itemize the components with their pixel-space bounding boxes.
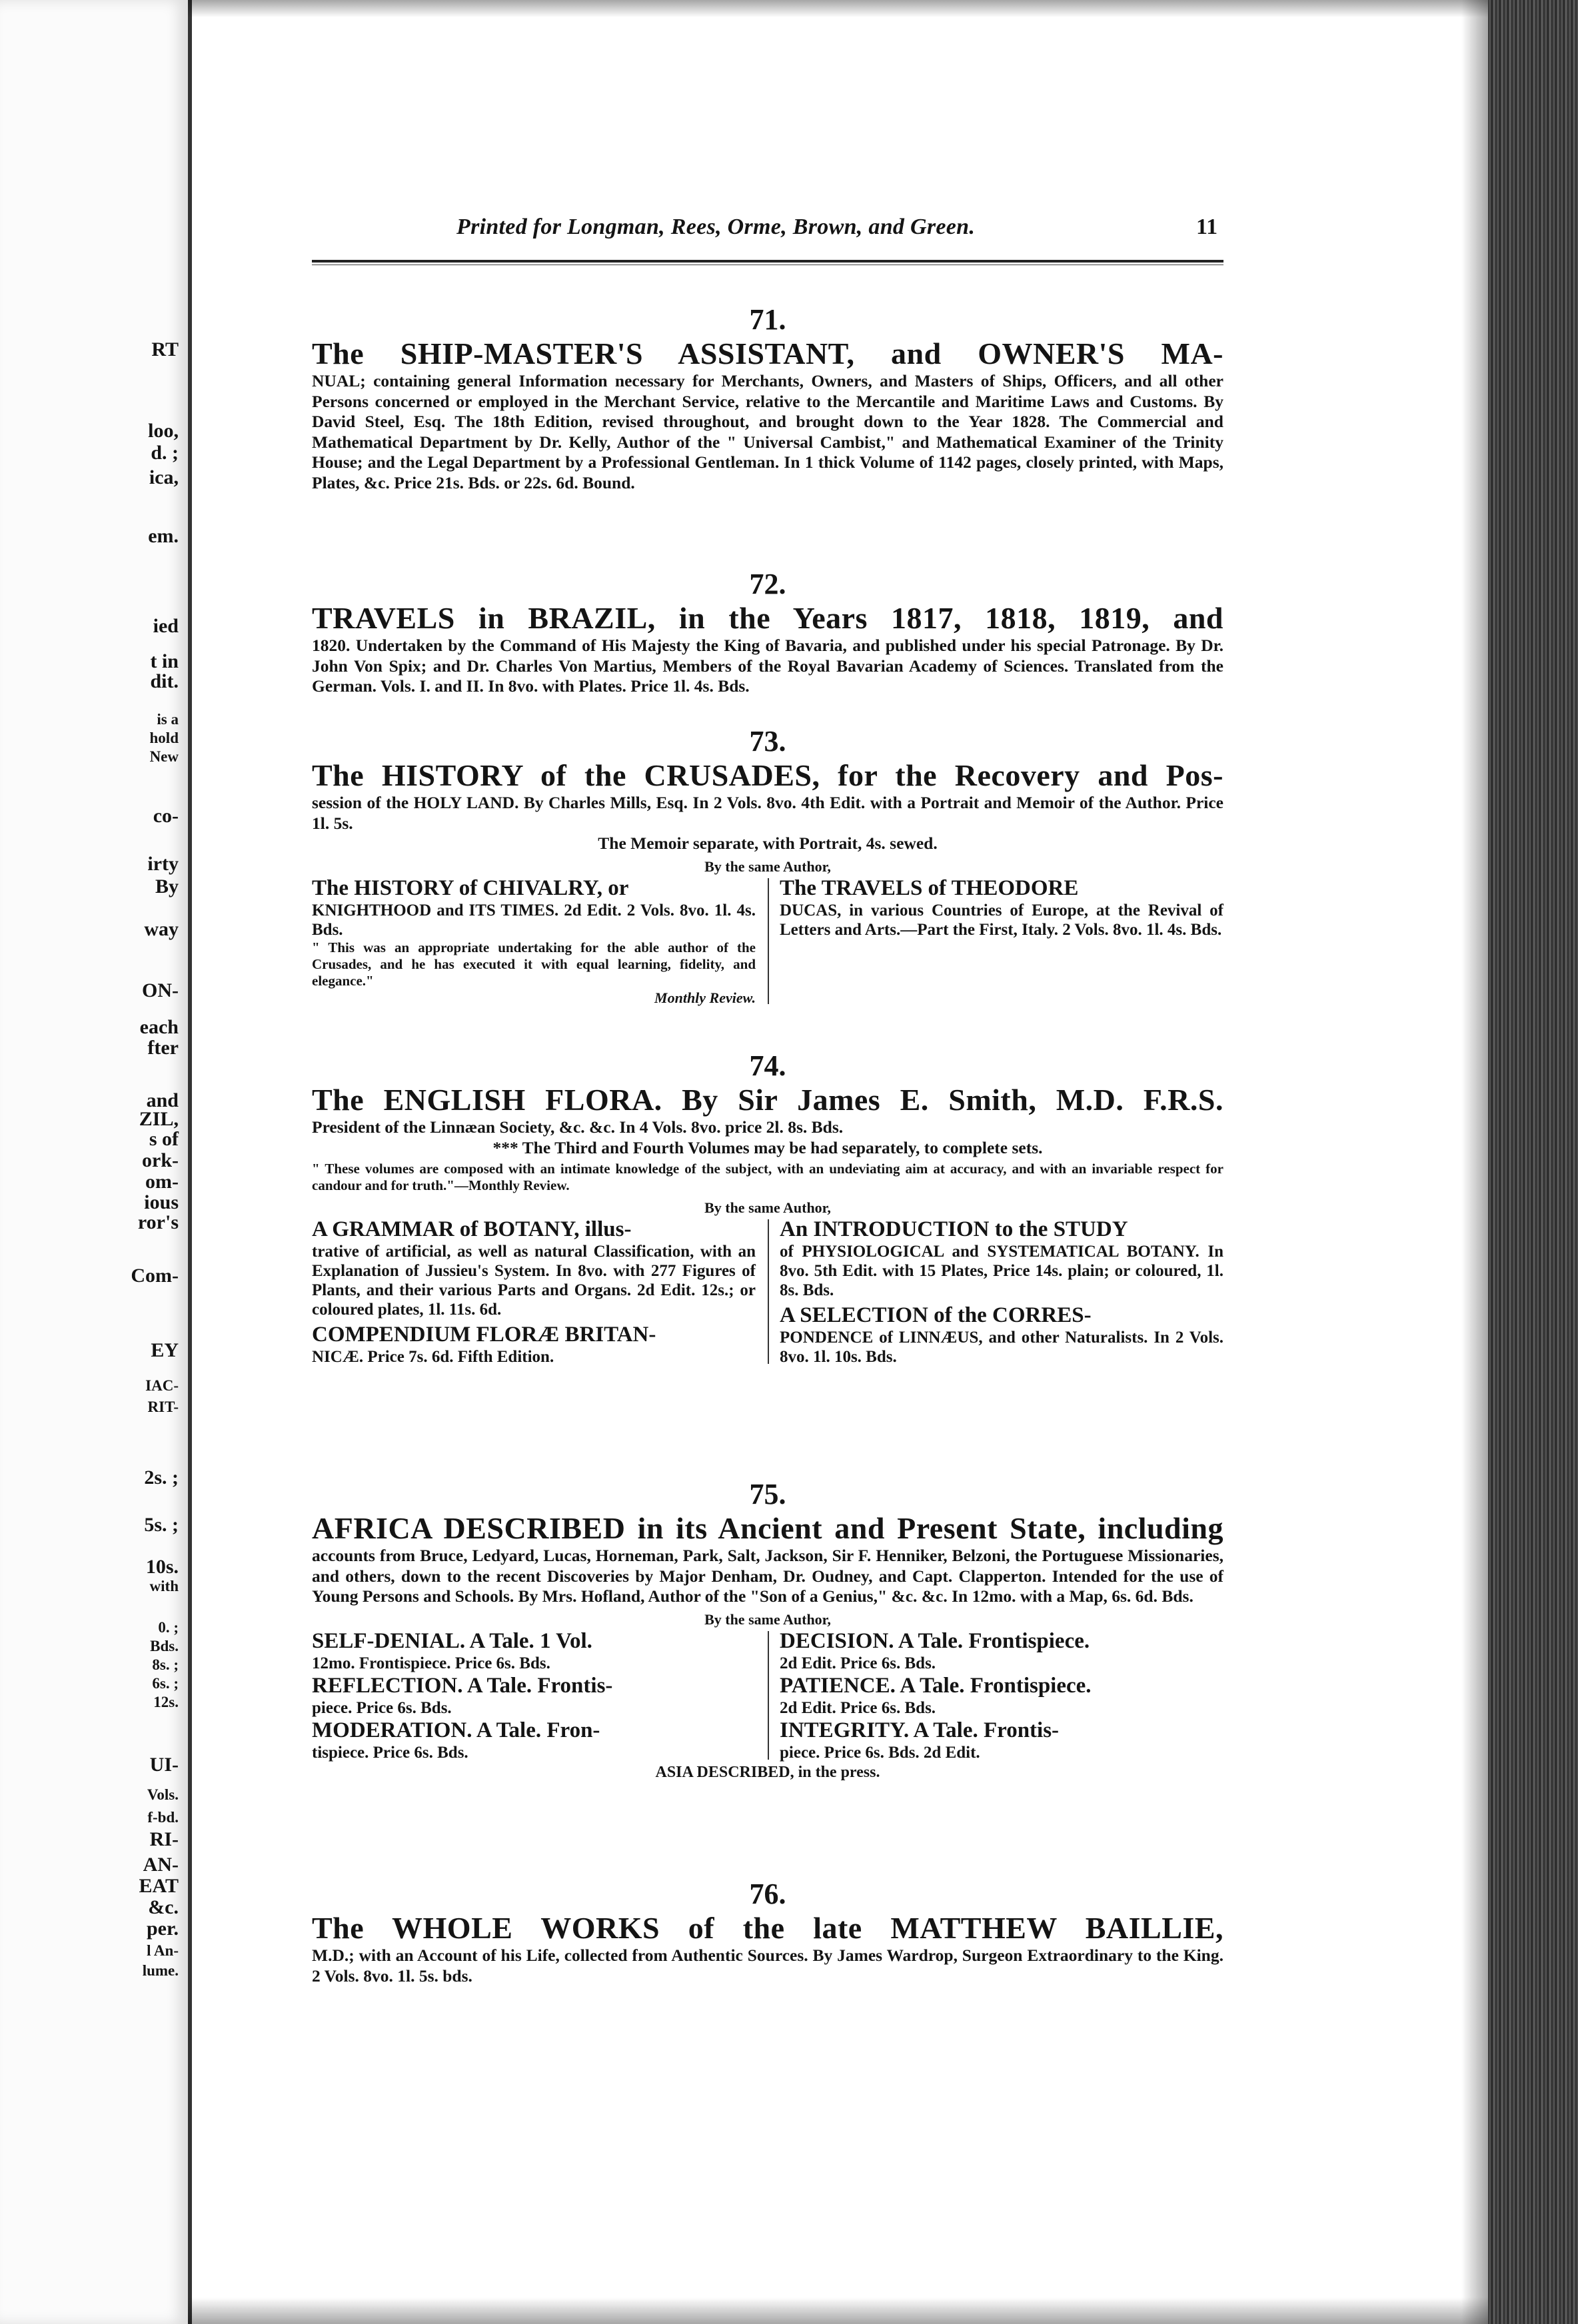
by-same-author: By the same Author, (704, 858, 831, 875)
running-head-title: Printed for Longman, Rees, Orme, Brown, and Green. (456, 215, 976, 239)
margin-fragment: 12s. (153, 1694, 179, 1710)
by-same-author: By the same Author, (704, 1199, 831, 1216)
entry-71 (312, 303, 1223, 493)
related-right (768, 875, 1223, 1007)
page-number: 11 (1196, 215, 1218, 239)
entry-number: 72. (749, 568, 786, 600)
margin-fragment: s of (149, 1128, 179, 1150)
work-body: KNIGHTHOOD and ITS TIMES. 2d Edit. 2 Vols. 8vo. 1l. 4s. Bds. (312, 901, 756, 939)
entry-body: M.D.; with an Account of his Life, collected from Authentic Sources. By James Wardrop, Surgeon Extraordinary to the King. 2 Vols. 8vo. 1l. 5s. bds. (312, 1946, 1223, 1986)
margin-fragment: 2s. ; (144, 1466, 179, 1488)
entry-body: 1820. Undertaken by the Command of His Majesty the King of Bavaria, and published under his special Patronage. By Dr. John Von Spix; and Dr. Charles Von Martius, Members of the Royal Bavarian Academy of Sciences. Translated from the German. Vols. I. and II. In 8vo. with Plates. Price 1l. 4s. Bds. (312, 636, 1223, 696)
work-body: DUCAS, in various Countries of Europe, at the Revival of Letters and Arts.—Part the First, Italy. 2 Vols. 8vo. 1l. 4s. Bds. (780, 901, 1223, 939)
margin-fragment: loo, (148, 420, 179, 442)
work-body: piece. Price 6s. Bds. 2d Edit. (780, 1743, 980, 1762)
margin-fragment: with (149, 1578, 179, 1594)
column-divider (768, 878, 769, 1004)
bottom-shadow (188, 2297, 1488, 2324)
margin-fragment: om- (145, 1171, 179, 1193)
margin-fragment: ied (153, 615, 179, 637)
top-shadow (188, 0, 1488, 17)
margin-fragment: ON- (142, 979, 179, 1001)
volumes-note: *** The Third and Fourth Volumes may be had separately, to complete sets. (492, 1137, 1043, 1157)
entry-76 (312, 1878, 1223, 1986)
margin-fragment: irty (147, 853, 179, 875)
margin-fragment: New (149, 748, 179, 765)
entry-number: 76. (749, 1878, 786, 1910)
entry-75 (312, 1478, 1223, 1782)
work-title: A GRAMMAR of BOTANY, illus- (312, 1217, 632, 1241)
work-body: 12mo. Frontispiece. Price 6s. Bds. (312, 1654, 550, 1672)
work-body: piece. Price 6s. Bds. (312, 1698, 452, 1717)
binding-shadow (1461, 0, 1488, 2324)
margin-fragment: EAT (139, 1875, 179, 1897)
in-press-note: ASIA DESCRIBED, in the press. (655, 1763, 880, 1781)
entry-74 (312, 1049, 1223, 1367)
margin-fragment: and (146, 1089, 179, 1111)
margin-fragment: f-bd. (147, 1809, 179, 1826)
work-body: of PHYSIOLOGICAL and SYSTEMATICAL BOTANY. In 8vo. 5th Edit. with 15 Plates, Price 14s. plain; or coloured, 1l. 8s. Bds. (780, 1243, 1223, 1299)
margin-fragment: 6s. ; (152, 1675, 179, 1692)
margin-fragment: is a (157, 711, 179, 728)
by-same-author: By the same Author, (704, 1610, 831, 1628)
margin-fragment: &c. (148, 1896, 179, 1918)
running-head (263, 215, 1263, 248)
related-works (312, 1217, 1223, 1367)
entry-title: TRAVELS in BRAZIL, in the Years 1817, 1818, 1819, and (312, 601, 1223, 635)
margin-fragment: 0. ; (158, 1619, 179, 1636)
entry-title: The ENGLISH FLORA. By Sir James E. Smith, M.D. F.R.S. (312, 1083, 1223, 1117)
margin-fragment: Vols. (147, 1786, 179, 1803)
work-title: REFLECTION. A Tale. Frontis- (312, 1673, 613, 1698)
margin-fragment: ZIL, (139, 1108, 179, 1130)
related-works (312, 875, 1223, 1007)
related-works (312, 1628, 1223, 1762)
page-block-edge (1488, 0, 1578, 2324)
facing-page-edge (0, 0, 192, 2324)
margin-fragment: per. (146, 1918, 179, 1940)
entry-body: NUAL; containing general Information necessary for Merchants, Owners, and Masters of Ships, Officers, and all other Persons concerned or employed in the Merchant Service, relative to the Mercantile and Maritime Laws and Customs. By David Steel, Esq. The 18th Edition, revised throughout, and brought down to the Year 1828. The Commercial and Mathematical Department by Dr. Kelly, Author of the " Universal Cambist," and Mathematical Examiner of the Trinity House; and the Legal Department by a Professional Gentleman. In 1 thick Volume of 1142 pages, closely printed, with Maps, Plates, &c. Price 21s. Bds. or 22s. 6d. Bound. (312, 371, 1223, 492)
work-title: DECISION. A Tale. Frontispiece. (780, 1628, 1090, 1653)
entry-72 (312, 568, 1223, 697)
entry-number: 73. (749, 725, 786, 758)
review-source: Monthly Review. (654, 989, 756, 1006)
margin-fragment: 5s. ; (144, 1514, 179, 1536)
memoir-note: The Memoir separate, with Portrait, 4s. sewed. (598, 834, 938, 853)
work-body: 2d Edit. Price 6s. Bds. (780, 1654, 936, 1672)
margin-fragment: way (144, 918, 179, 940)
entry-number: 71. (749, 303, 786, 336)
margin-fragment: t in (150, 650, 179, 672)
margin-fragment: d. ; (151, 442, 179, 464)
margin-fragment: RI- (149, 1828, 179, 1850)
margin-fragment: UI- (149, 1754, 179, 1776)
entry-title: AFRICA DESCRIBED in its Ancient and Present State, including (312, 1511, 1223, 1545)
column-divider (768, 1219, 769, 1364)
margin-fragment: AN- (143, 1854, 179, 1876)
entry-body: accounts from Bruce, Ledyard, Lucas, Horneman, Park, Salt, Jackson, Sir F. Henniker, Belzoni, the Portuguese Missionaries, and others, down to the recent Discoveries by Major Denham, Dr. Oudney, and Capt. Clapperton. Intended for the use of Young Persons and Schools. By Mrs. Hofland, Author of the "Son of a Genius," &c. &c. In 12mo. with a Map, 6s. 6d. Bds. (312, 1546, 1223, 1606)
margin-fragment: l An- (147, 1942, 179, 1959)
margin-fragment: RIT- (147, 1399, 179, 1415)
review-quote: " This was an appropriate undertaking for the able author of the Crusades, and he has executed it with equal learning, fidelity, and elegance." (312, 939, 756, 989)
margin-fragment: RT (151, 338, 179, 360)
margin-fragment: fter (147, 1037, 179, 1059)
entry-body: President of the Linnæan Society, &c. &c. In 4 Vols. 8vo. price 2l. 8s. Bds. (312, 1117, 844, 1137)
margin-fragment: hold (149, 730, 179, 746)
margin-fragment: each (139, 1016, 179, 1038)
margin-fragment: Bds. (150, 1638, 179, 1654)
entry-title: The HISTORY of the CRUSADES, for the Recovery and Pos- (312, 758, 1223, 792)
margin-fragment: ious (144, 1191, 179, 1213)
margin-fragment: lume. (142, 1962, 179, 1979)
margin-fragment: EY (151, 1339, 179, 1361)
margin-fragment: ror's (137, 1211, 179, 1233)
margin-fragment: IAC- (145, 1377, 179, 1394)
work-title: The TRAVELS of THEODORE (780, 875, 1079, 900)
entry-title: The SHIP-MASTER'S ASSISTANT, and OWNER'S MA- (312, 336, 1223, 370)
work-body: trative of artificial, as well as natural Classification, with an Explanation of Jussieu's System. In 8vo. with 277 Figures of Plants, and their various Parts and Organs. 2d Edit. 12s.; or coloured plates, 1l. 11s. 6d. (312, 1243, 756, 1319)
entry-73 (312, 725, 1223, 1007)
work-body: tispiece. Price 6s. Bds. (312, 1743, 468, 1762)
margin-fragment: ork- (142, 1149, 179, 1171)
related-left (312, 1628, 768, 1762)
entry-number: 74. (749, 1049, 786, 1082)
column-divider (768, 1631, 769, 1760)
margin-fragment: em. (148, 525, 179, 547)
work-title: PATIENCE. A Tale. Frontispiece. (780, 1673, 1092, 1698)
work-title: A SELECTION of the CORRES- (780, 1303, 1092, 1327)
work-body: PONDENCE of LINNÆUS, and other Naturalists. In 2 Vols. 8vo. 1l. 10s. Bds. (780, 1329, 1223, 1366)
margin-fragment: Com- (131, 1265, 179, 1287)
work-title: COMPENDIUM FLORÆ BRITAN- (312, 1323, 656, 1347)
head-rule (312, 260, 1223, 263)
related-right (768, 1628, 1223, 1762)
margin-fragment: 10s. (145, 1556, 179, 1578)
work-body: 2d Edit. Price 6s. Bds. (780, 1698, 936, 1717)
work-title: SELF-DENIAL. A Tale. 1 Vol. (312, 1628, 592, 1653)
review-quote: " These volumes are composed with an intimate knowledge of the subject, with an undeviating aim at accuracy, and with an invariable respect for candour and for truth."—Monthly Review. (312, 1161, 1223, 1193)
margin-fragment: co- (153, 805, 179, 827)
work-body: NICÆ. Price 7s. 6d. Fifth Edition. (312, 1348, 554, 1366)
related-left (312, 1217, 768, 1367)
entry-title: The WHOLE WORKS of the late MATTHEW BAILLIE, (312, 1911, 1223, 1945)
related-right (768, 1217, 1223, 1367)
work-title: The HISTORY of CHIVALRY, or (312, 875, 629, 900)
entry-number: 75. (749, 1478, 786, 1510)
work-title: MODERATION. A Tale. Fron- (312, 1718, 600, 1742)
margin-fragment: 8s. ; (152, 1656, 179, 1673)
margin-fragment: ica, (149, 466, 179, 488)
work-title: INTEGRITY. A Tale. Frontis- (780, 1718, 1060, 1742)
entry-body: session of the HOLY LAND. By Charles Mills, Esq. In 2 Vols. 8vo. 4th Edit. with a Portrait and Memoir of the Author. Price 1l. 5s. (312, 793, 1223, 833)
related-left (312, 875, 768, 1007)
margin-fragment: By (155, 875, 179, 897)
work-title: An INTRODUCTION to the STUDY (780, 1217, 1128, 1241)
margin-fragment: dit. (150, 670, 179, 692)
